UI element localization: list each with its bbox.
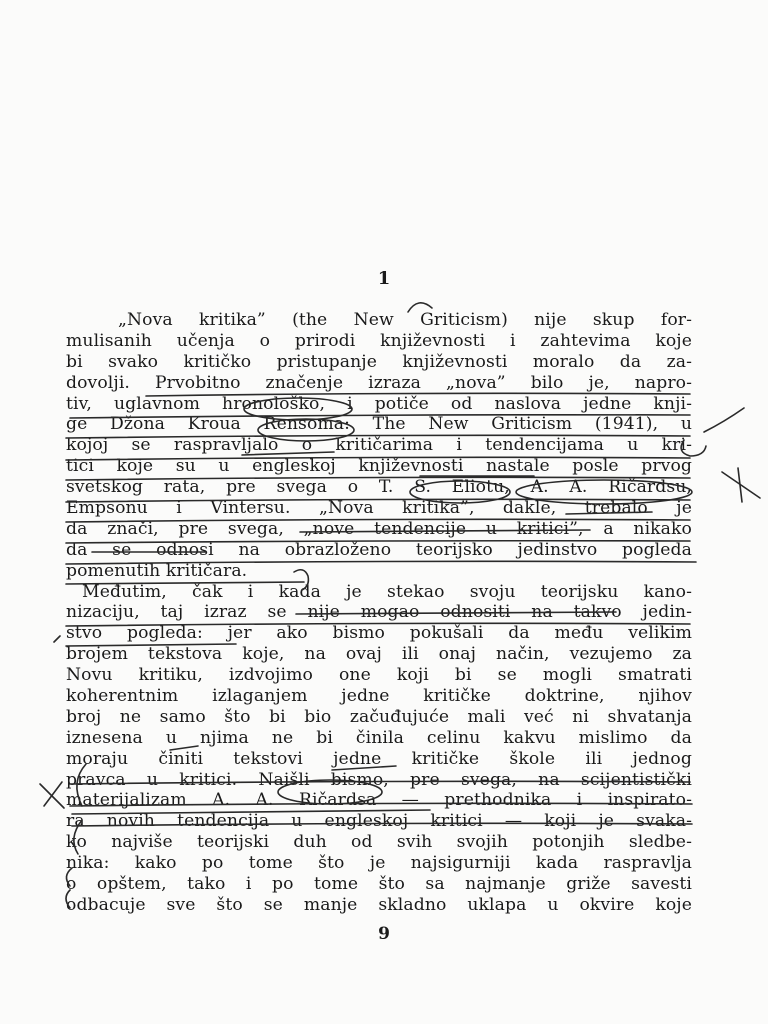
pencil-mark [54,636,60,642]
text-line: odbacuje sve što se manje skladno uklapa u okvire koje [66,894,692,915]
text-line: mulisanih učenja o prirodi književnosti i zahtevima koje [66,330,692,351]
text-line: koherentnim izlaganjem jedne kritičke doktrine, njihov [66,686,692,707]
pencil-mark [704,408,744,432]
body-text [66,310,692,916]
text-line: tiv, uglavnom hronološko, i potiče od naslova jedne knji- [66,393,692,414]
text-line: „Nova kritika” (the New Griticism) nije skup for- [118,310,692,330]
text-line: o opštem, tako i po tome što sa najmanje griže savesti [66,874,692,895]
section-number: 1 [377,268,391,289]
text-line: da znači, pre svega, „nove tendencije u kritici”, a nikako [66,518,692,539]
page-number: 9 [378,924,390,944]
text-line: kojoj se raspravljalo o kritičarima i tendencijama u kri- [66,435,692,456]
text-line: stvo pogleda: jer ako bismo pokušali da među velikim [66,623,692,644]
text-line: iznesena u njima ne bi činila celinu kakvu mislimo da [66,727,692,748]
text-line: pomenutih kritičara. [66,560,248,581]
text-line: moraju činiti tekstovi jedne kritičke škole ili jednog [66,748,692,769]
text-line: Empsonu i Vintersu. „Nova kritika”, dakle, trebalo je [66,498,692,519]
text-line: ge Džona Kroua Rensoma: The New Griticism (1941), u [66,414,692,435]
text-line: Međutim, čak i kada je stekao svoju teorijsku kano- [82,581,692,602]
text-line: dovolji. Prvobitno značenje izraza „nova” bilo je, napro- [66,372,692,393]
pencil-cross [40,784,64,808]
pencil-cross [738,468,742,502]
text-line: materijalizam A. A. Ričardsa — prethodnika i inspirato- [66,790,692,811]
text-line: da se odnosi na obrazloženo teorijsko jedinstvo pogleda [66,539,692,560]
pencil-cross [44,782,62,806]
text-line: bi svako kritičko pristupanje književnosti moralo da za- [66,351,692,372]
text-line: brojem tekstova koje, na ovaj ili onaj način, vezujemo za [66,644,692,665]
pencil-cross [722,472,760,498]
text-line: tici koje su u engleskoj književnosti nastale posle prvog [66,456,692,477]
text-line: Novu kritiku, izdvojimo one koji bi se mogli smatrati [66,665,692,686]
text-line: pravca u kritici. Naišli bismo, pre svega, na scijentistički [66,769,692,790]
text-line: svetskog rata, pre svega o T. S. Eliotu, A. A. Ričardsu, [66,477,692,498]
text-line: nizaciju, taj izraz se nije mogao odnositi na takvo jedin- [66,602,692,623]
text-line: nika: kako po tome što je najsigurniji kada raspravlja [66,853,692,874]
text-line: broj ne samo što bi bio začuđujuće mali već ni shvatanja [66,706,692,727]
text-line: ra novih tendencija u engleskoj kritici — koji je svaka- [66,811,692,832]
text-line: ko najviše teorijski duh od svih svojih potonjih sledbe- [66,832,692,853]
